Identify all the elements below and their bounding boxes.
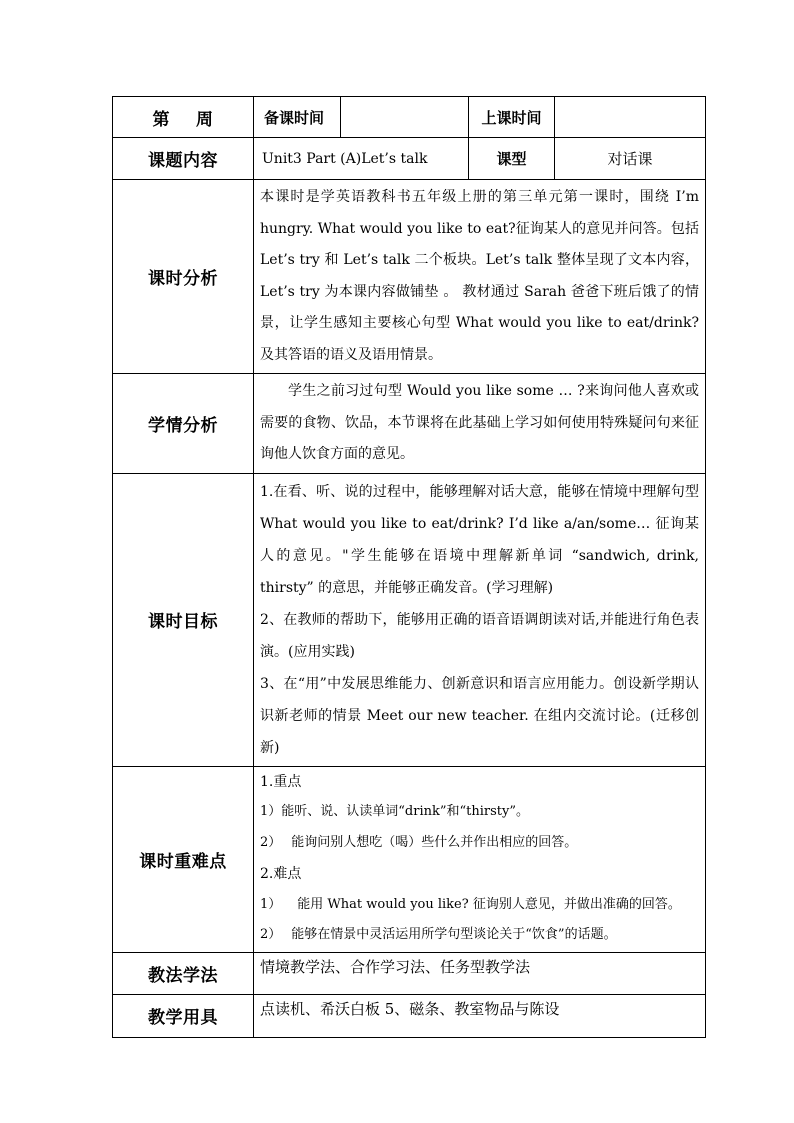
student-analysis-text [254,374,706,474]
difficulty-item: 1） 能用 What would you like? 征询别人意见，并做出准确的回答。 [260,896,681,912]
topic-value: Unit3 Part (A)Let’s talk [254,138,469,180]
lesson-analysis-row [113,180,706,374]
objective-item: 2、在教师的帮助下，能够用正确的语音语调朗读对话,并能进行角色表演。(应用实践) [260,611,699,660]
tools-value: 点读机、希沃白板 5、磁条、教室物品与陈设 [254,994,706,1037]
methods-value: 情境教学法、合作学习法、任务型教学法 [254,952,706,994]
week-label: 第 周 [113,97,254,138]
student-analysis-label: 学情分析 [113,374,254,474]
header-row [113,97,706,138]
objective-item: 3、在“用”中发展思维能力、创新意识和语言应用能力。创设新学期认识新老师的情景 Meet our new teacher. 在组内交流讨论。(迁移创新) [260,675,699,756]
student-analysis-row [113,374,706,474]
objectives-row [113,473,706,766]
focus-item: 1）能听、说、认读单词“drink”和“thirsty”。 [260,804,530,820]
prep-time-value [341,97,469,138]
methods-label: 教法学法 [113,952,254,994]
type-value: 对话课 [555,138,706,180]
topic-row [113,138,706,180]
student-analysis-paragraph: 学生之前习过句型 Would you like some … ?来询问他人喜欢或需要的食物、饮品，本节课将在此基础上学习如何使用特殊疑问句来征询他人饮食方面的意见。 [260,383,699,462]
class-time-label: 上课时间 [469,97,555,138]
objectives-text [254,473,706,766]
prep-time-label: 备课时间 [254,97,341,138]
tools-label: 教学用具 [113,994,254,1037]
focus-item: 2） 能询问别人想吃（喝）些什么并作出相应的回答。 [260,835,578,851]
key-points-text [254,766,706,952]
class-time-value [555,97,706,138]
methods-row [113,952,706,994]
focus-title: 1.重点 [260,773,302,790]
key-points-row [113,766,706,952]
objective-item: 1.在看、听、说的过程中，能够理解对话大意，能够在情境中理解句型 What would you like to eat/drink? I’d like a/an/some… 征询某人的意见。"学生能够在语境中理解新单词 “sandwich, drink, thirsty” 的意思，并能够正确发音。(学习理解) [260,483,699,596]
difficulty-title: 2.难点 [260,865,302,882]
lesson-analysis-text [254,180,706,374]
type-label: 课型 [469,138,555,180]
lesson-analysis-label: 课时分析 [113,180,254,374]
objectives-label: 课时目标 [113,473,254,766]
lesson-analysis-paragraph: 本课时是学英语教科书五年级上册的第三单元第一课时，围绕 I’m hungry. What would you like to eat?征询某人的意见并问答。包括 Let’s try 和 Let’s talk 二个板块。Let’s talk 整体呈现了文本内容，Let’s try 为本课内容做铺垫 。 教材通过 Sarah 爸爸下班后饿了的情景，让学生感知主要核心句型 What would you like to eat/drink? 及其答语的语义及语用情景。 [260,189,699,363]
topic-label: 课题内容 [113,138,254,180]
difficulty-item: 2） 能够在情景中灵活运用所学句型谈论关于“饮食”的话题。 [260,927,617,943]
lesson-plan-table [112,96,706,1038]
tools-row [113,994,706,1037]
key-points-label: 课时重难点 [113,766,254,952]
